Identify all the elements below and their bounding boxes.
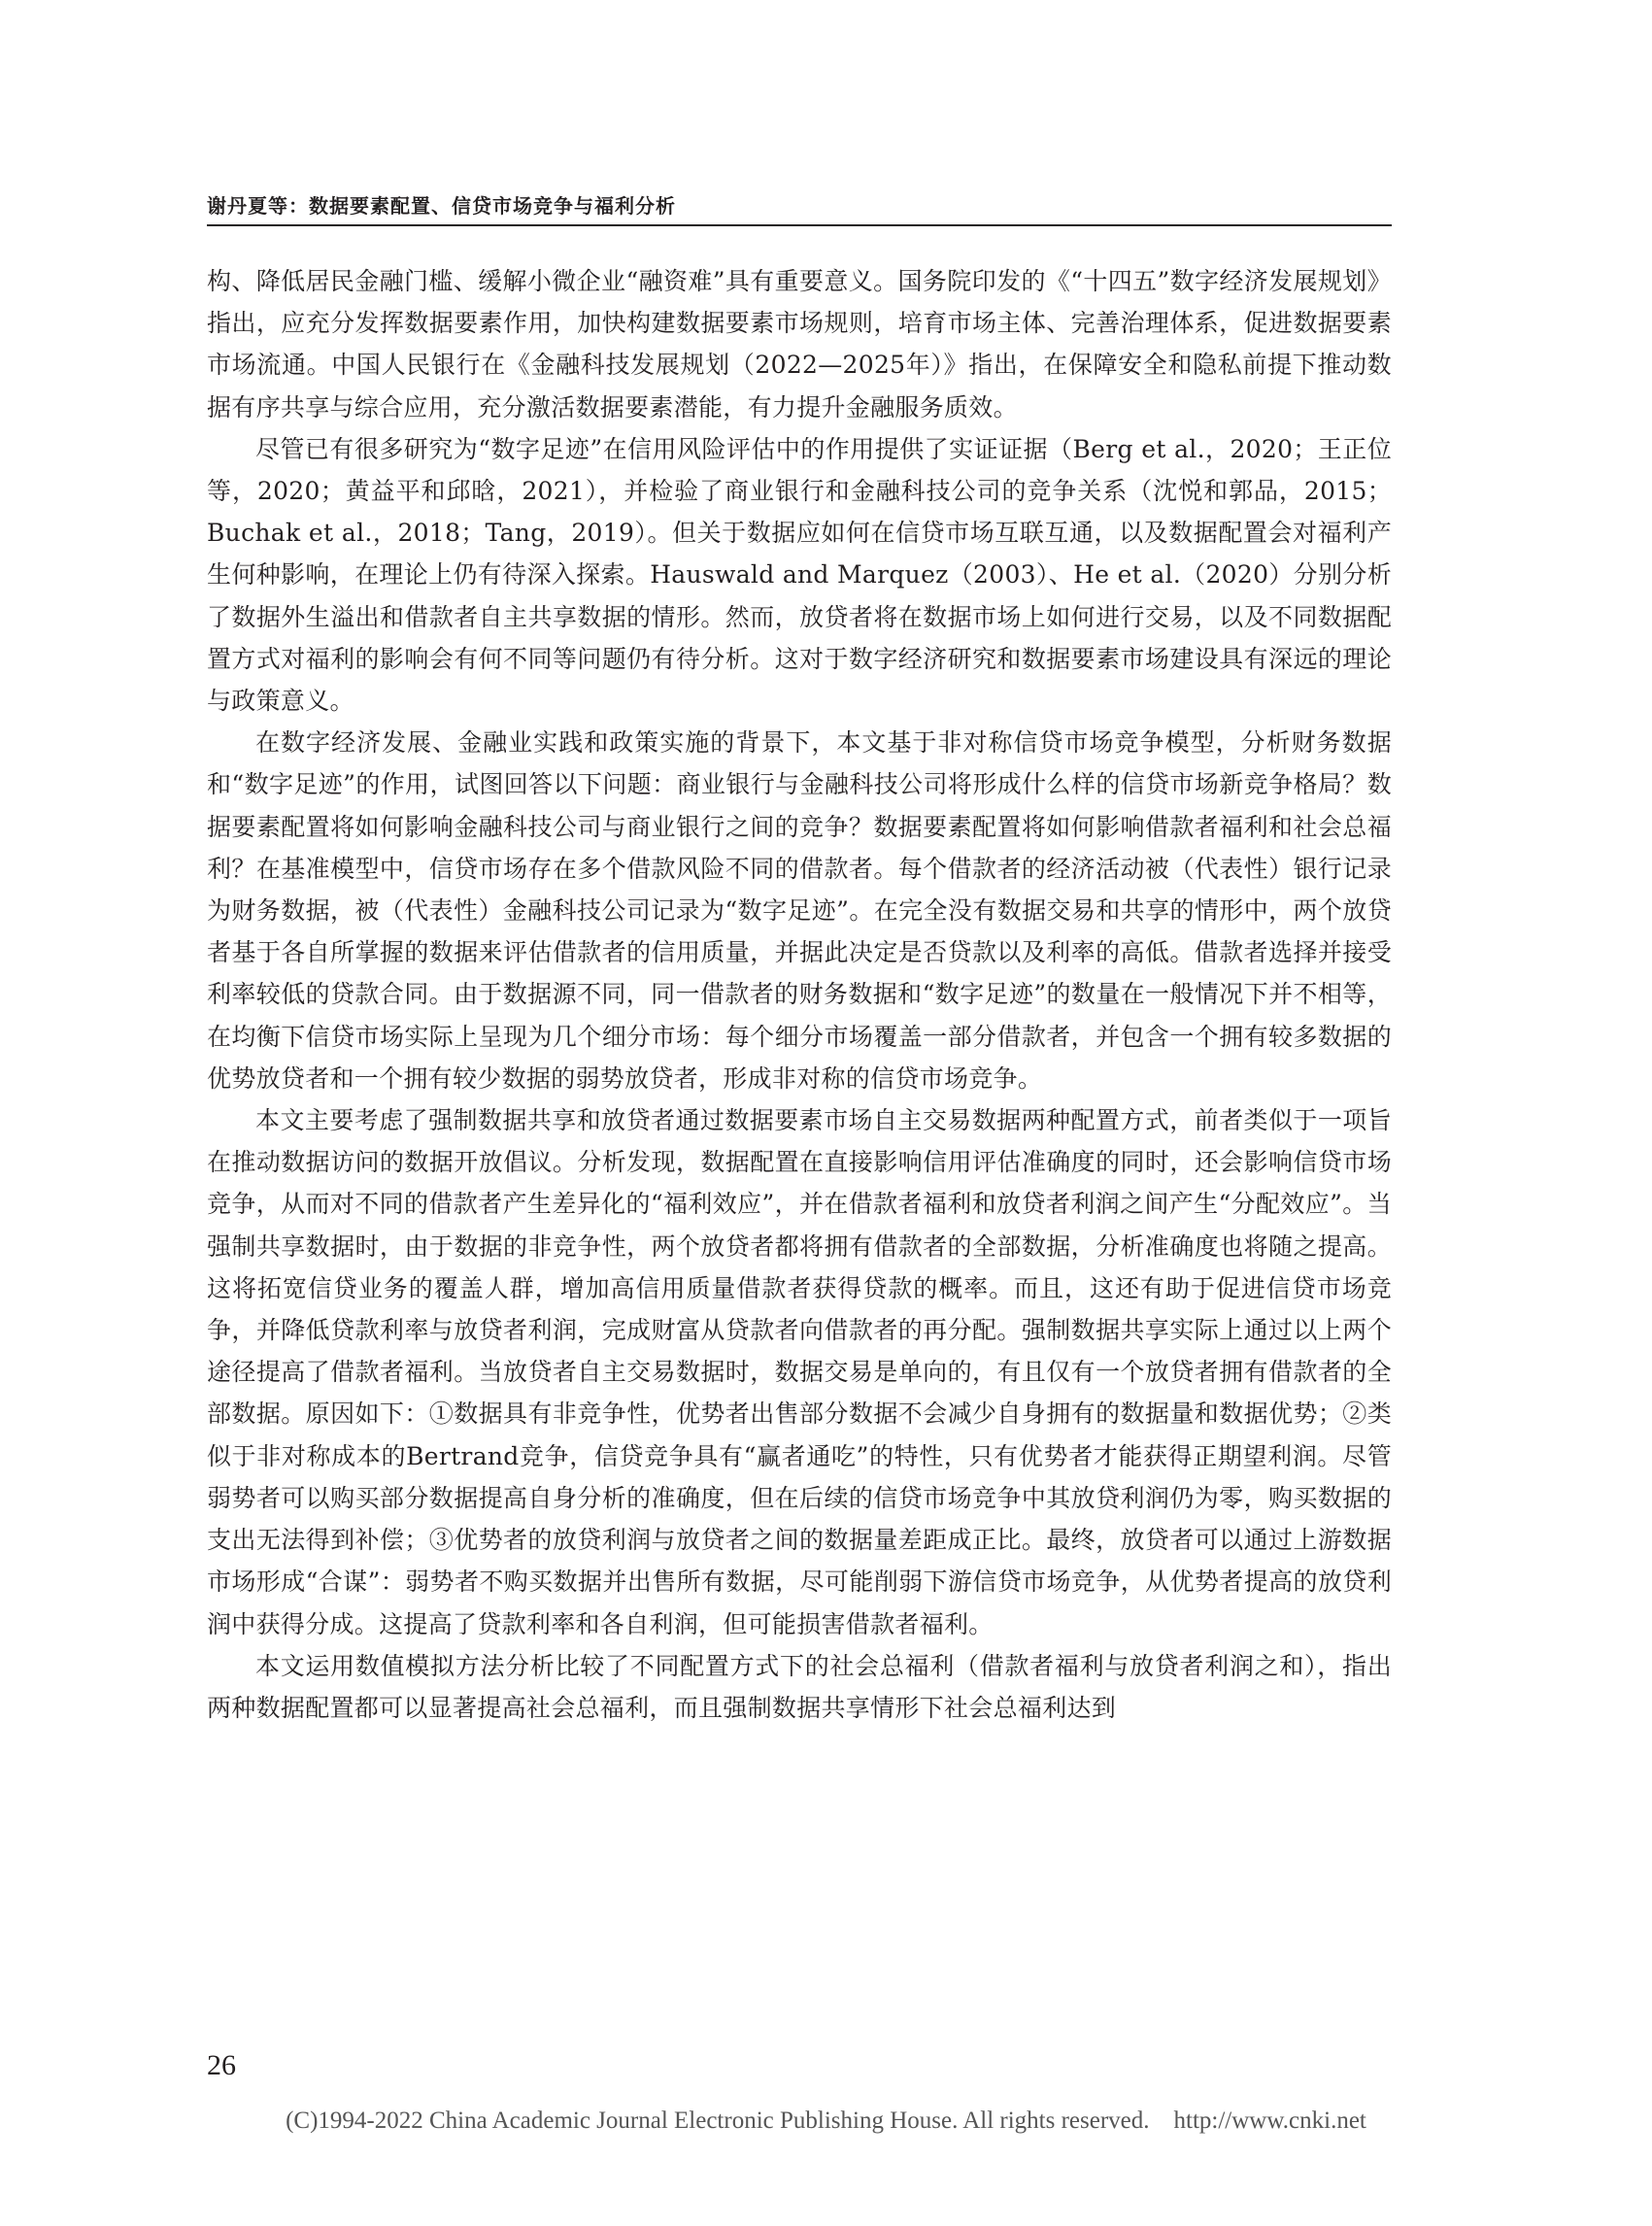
running-header: 谢丹夏等：数据要素配置、信贷市场竞争与福利分析 xyxy=(207,194,676,218)
paragraph: 构、降低居民金融门槛、缓解小微企业“融资难”具有重要意义。国务院印发的《“十四五”数字经济发展规划》指出，应充分发挥数据要素作用，加快构建数据要素市场规则，培育市场主体、完善治理体系，促进数据要素市场流通。中国人民银行在《金融科技发展规划（2022—2025年）》指出，在保障安全和隐私前提下推动数据有序共享与综合应用，充分激活数据要素潜能，有力提升金融服务质效。 xyxy=(207,267,1392,422)
paragraph: 本文运用数值模拟方法分析比较了不同配置方式下的社会总福利（借款者福利与放贷者利润之和），指出两种数据配置都可以显著提高社会总福利，而且强制数据共享情形下社会总福利达到 xyxy=(207,1651,1392,1722)
paragraph: 尽管已有很多研究为“数字足迹”在信用风险评估中的作用提供了实证证据（Berg et al.，2020；王正位等，2020；黄益平和邱晗，2021），并检验了商业银行和金融科技公司的竞争关系（沈悦和郭品，2015；Buchak et al.，2018；Tang，2019）。但关于数据应如何在信贷市场互联互通，以及数据配置会对福利产生何种影响，在理论上仍有待深入探索。Hauswald and Marquez（2003）、He et al.（2020）分别分析了数据外生溢出和借款者自主共享数据的情形。然而，放贷者将在数据市场上如何进行交易，以及不同数据配置方式对福利的影响会有何不同等问题仍有待分析。这对于数字经济研究和数据要素市场建设具有深远的理论与政策意义。 xyxy=(207,434,1392,716)
paragraph: 在数字经济发展、金融业实践和政策实施的背景下，本文基于非对称信贷市场竞争模型，分析财务数据和“数字足迹”的作用，试图回答以下问题：商业银行与金融科技公司将形成什么样的信贷市场新竞争格局？数据要素配置将如何影响金融科技公司与商业银行之间的竞争？数据要素配置将如何影响借款者福利和社会总福利？在基准模型中，信贷市场存在多个借款风险不同的借款者。每个借款者的经济活动被（代表性）银行记录为财务数据，被（代表性）金融科技公司记录为“数字足迹”。在完全没有数据交易和共享的情形中，两个放贷者基于各自所掌握的数据来评估借款者的信用质量，并据此决定是否贷款以及利率的高低。借款者选择并接受利率较低的贷款合同。由于数据源不同，同一借款者的财务数据和“数字足迹”的数量在一般情况下并不相等，在均衡下信贷市场实际上呈现为几个细分市场：每个细分市场覆盖一部分借款者，并包含一个拥有较多数据的优势放贷者和一个拥有较少数据的弱势放贷者，形成非对称的信贷市场竞争。 xyxy=(207,728,1392,1093)
header-rule xyxy=(207,224,1392,226)
page-number: 26 xyxy=(207,2049,236,2081)
copyright-notice: (C)1994-2022 China Academic Journal Electronic Publishing House. All rights reserved. http://www.cnki.net xyxy=(286,2108,1366,2134)
paragraph: 本文主要考虑了强制数据共享和放贷者通过数据要素市场自主交易数据两种配置方式，前者类似于一项旨在推动数据访问的数据开放倡议。分析发现，数据配置在直接影响信用评估准确度的同时，还会影响信贷市场竞争，从而对不同的借款者产生差异化的“福利效应”，并在借款者福利和放贷者利润之间产生“分配效应”。当强制共享数据时，由于数据的非竞争性，两个放贷者都将拥有借款者的全部数据，分析准确度也将随之提高。这将拓宽信贷业务的覆盖人群，增加高信用质量借款者获得贷款的概率。而且，这还有助于促进信贷市场竞争，并降低贷款利率与放贷者利润，完成财富从贷款者向借款者的再分配。强制数据共享实际上通过以上两个途径提高了借款者福利。当放贷者自主交易数据时，数据交易是单向的，有且仅有一个放贷者拥有借款者的全部数据。原因如下：①数据具有非竞争性，优势者出售部分数据不会减少自身拥有的数据量和数据优势；②类似于非对称成本的Bertrand竞争，信贷竞争具有“赢者通吃”的特性，只有优势者才能获得正期望利润。尽管弱势者可以购买部分数据提高自身分析的准确度，但在后续的信贷市场竞争中其放贷利润仍为零，购买数据的支出无法得到补偿；③优势者的放贷利润与放贷者之间的数据量差距成正比。最终，放贷者可以通过上游数据市场形成“合谋”：弱势者不购买数据并出售所有数据，尽可能削弱下游信贷市场竞争，从优势者提高的放贷利润中获得分成。这提高了贷款利率和各自利润，但可能损害借款者福利。 xyxy=(207,1106,1392,1638)
body-text xyxy=(207,260,1392,1729)
